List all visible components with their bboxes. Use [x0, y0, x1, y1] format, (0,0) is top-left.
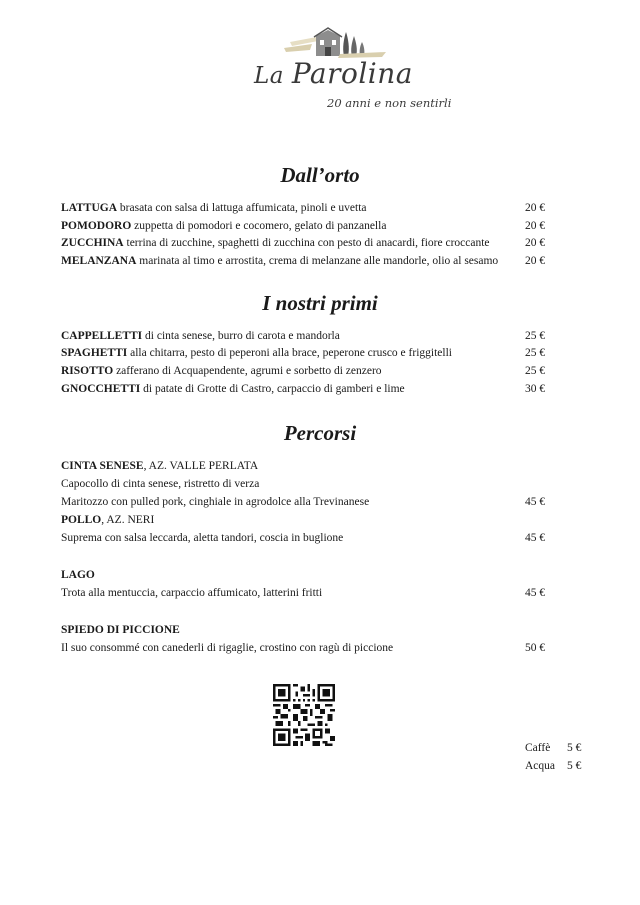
section-title-percorsi: Percorsi	[283, 421, 357, 445]
dish-description: alla chitarra, pesto di peperoni alla brace, peperone crusco e friggitelli	[130, 347, 452, 359]
course-line	[61, 476, 581, 493]
course-price: 50 €	[525, 642, 546, 654]
dish-description: marinata al timo e arrostita, crema di melanzane alle mandorle, olio al sesamo	[139, 255, 499, 267]
menu-item	[61, 363, 581, 380]
menu-item	[61, 200, 581, 217]
extra-item	[525, 740, 582, 757]
dish-name: ZUCCHINA	[61, 237, 124, 249]
dish-price: 25 €	[525, 347, 546, 359]
course-line	[61, 494, 581, 511]
dish-description: zuppetta di pomodori e cocomero, gelato di panzanella	[134, 220, 387, 232]
course-name: CINTA SENESE	[61, 460, 144, 472]
brand-name: La Parolina	[254, 57, 413, 90]
dish-description: brasata con salsa di lattuga affumicata, pinoli e uvetta	[119, 202, 367, 214]
dish-price: 20 €	[525, 220, 546, 232]
extra-price: 5 €	[567, 742, 582, 754]
section-title-primi: I nostri primi	[262, 291, 378, 315]
dish-price: 20 €	[525, 202, 546, 214]
course-name: LAGO	[61, 569, 95, 581]
course-price: 45 €	[525, 532, 546, 544]
menu-item	[61, 381, 581, 398]
dish-description: di cinta senese, burro di carota e mandorla	[145, 330, 340, 342]
course-line	[61, 585, 581, 602]
menu-item	[61, 345, 581, 362]
restaurant-logo	[252, 24, 452, 116]
course-description: Maritozzo con pulled pork, cinghiale in agrodolce alla Trevinanese	[61, 496, 370, 508]
dish-price: 20 €	[525, 237, 546, 249]
dish-name: GNOCCHETTI	[61, 383, 141, 395]
course-heading	[61, 622, 581, 639]
dish-description: terrina di zucchine, spaghetti di zucchina con pesto di anacardi, fiore croccante	[126, 237, 490, 249]
dish-name: SPAGHETTI	[61, 347, 128, 359]
menu-item	[61, 328, 581, 345]
course-line	[61, 640, 581, 657]
course-heading	[61, 458, 581, 475]
dish-description: di patate di Grotte di Castro, carpaccio di gamberi e lime	[143, 383, 405, 395]
course-price: 45 €	[525, 496, 546, 508]
dish-price: 20 €	[525, 255, 546, 267]
qr-code-icon[interactable]	[273, 684, 335, 746]
extra-label: Acqua	[525, 760, 556, 772]
course-line	[61, 530, 581, 547]
dish-name: LATTUGA	[61, 202, 118, 214]
course-name: POLLO	[61, 514, 102, 526]
course-description: Trota alla mentuccia, carpaccio affumicato, latterini fritti	[61, 587, 323, 599]
menu-item	[61, 253, 581, 270]
house-cypress-logo-icon	[282, 26, 392, 60]
course-price: 45 €	[525, 587, 546, 599]
course-supplier: , AZ. VALLE PERLATA	[143, 460, 259, 472]
brand-tagline: 20 anni e non sentirli	[327, 96, 452, 110]
dish-price: 25 €	[525, 330, 546, 342]
course-name: SPIEDO DI PICCIONE	[61, 624, 180, 636]
course-description: Il suo consommé con canederli di rigaglie, crostino con ragù di piccione	[61, 642, 394, 654]
course-description: Capocollo di cinta senese, ristretto di verza	[61, 478, 260, 490]
dish-price: 30 €	[525, 383, 546, 395]
dish-name: RISOTTO	[61, 365, 114, 377]
dish-name: CAPPELLETTI	[61, 330, 143, 342]
menu-item	[61, 235, 581, 252]
course-supplier: , AZ. NERI	[101, 514, 155, 526]
course-heading	[61, 512, 581, 529]
course-description: Suprema con salsa leccarda, aletta tandori, coscia in buglione	[61, 532, 344, 544]
dish-name: MELANZANA	[61, 255, 137, 267]
section-title-dall-orto: Dall’orto	[280, 163, 360, 187]
menu-item	[61, 218, 581, 235]
extra-price: 5 €	[567, 760, 582, 772]
dish-price: 25 €	[525, 365, 546, 377]
extra-item	[525, 758, 582, 775]
dish-description: zafferano di Acquapendente, agrumi e sorbetto di zenzero	[116, 365, 382, 377]
course-heading	[61, 567, 581, 584]
dish-name: POMODORO	[61, 220, 132, 232]
extra-label: Caffè	[525, 742, 551, 754]
